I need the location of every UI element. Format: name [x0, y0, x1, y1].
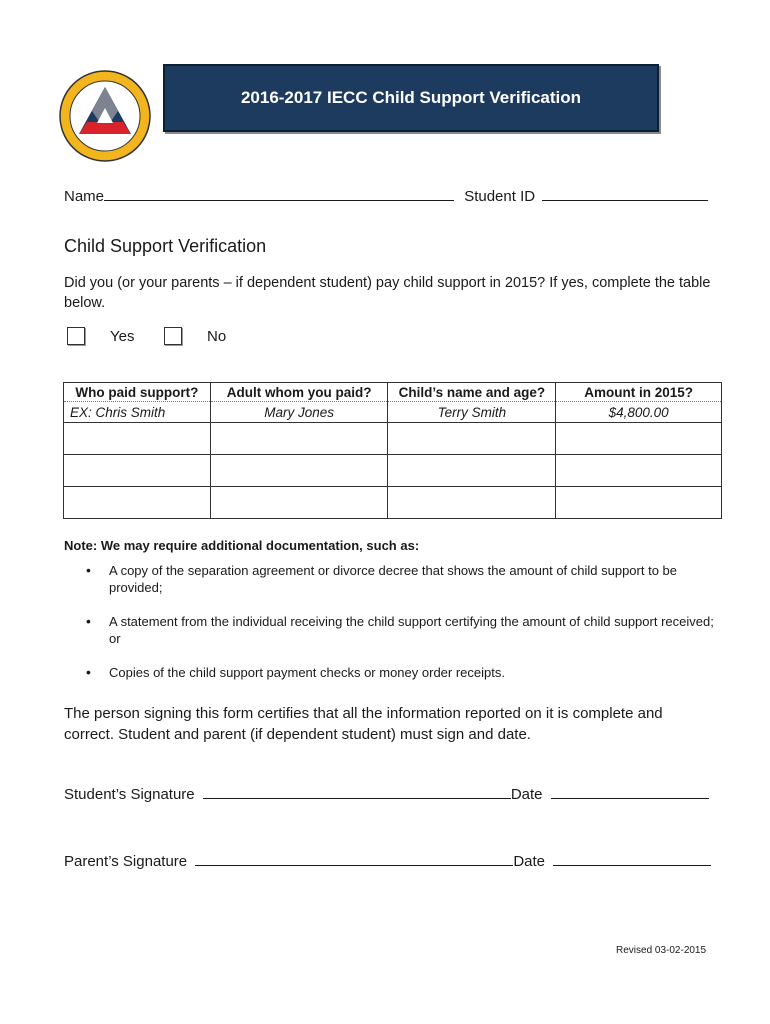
table-row — [64, 455, 722, 487]
name-label: Name — [64, 188, 105, 205]
student-id-label: Student ID — [464, 188, 536, 205]
table-cell[interactable] — [210, 487, 388, 519]
form-title: 2016-2017 IECC Child Support Verification — [240, 88, 582, 107]
no-label: No — [207, 327, 227, 345]
name-field[interactable] — [104, 186, 454, 201]
certification-text: The person signing this form certifies that all the information reported on it is complete and correct. Student and parent (if dependent student) must sign and date. — [64, 705, 663, 743]
student-signature-row — [64, 784, 709, 803]
list-item: • A copy of the separation agreement or divorce decree that shows the amount of child support to be provided; — [64, 562, 714, 596]
table-cell[interactable] — [388, 487, 556, 519]
table-cell[interactable] — [64, 487, 211, 519]
table-cell[interactable] — [556, 423, 722, 455]
example-adult-paid: Mary Jones — [210, 402, 388, 423]
student-date-label: Date — [510, 786, 543, 803]
table-cell[interactable] — [556, 487, 722, 519]
table-row — [64, 487, 722, 519]
iecc-logo — [57, 68, 153, 164]
student-signature-field[interactable] — [203, 784, 511, 799]
example-row — [64, 402, 722, 423]
note-heading: Note: We may require additional documentation, such as: — [64, 538, 420, 553]
table-cell[interactable] — [556, 455, 722, 487]
table-cell[interactable] — [210, 423, 388, 455]
header-child-name: Child’s name and age? — [388, 383, 556, 402]
student-id-field[interactable] — [542, 186, 708, 201]
table-cell[interactable] — [64, 423, 211, 455]
parent-date-field[interactable] — [553, 851, 711, 866]
table-cell[interactable] — [64, 455, 211, 487]
yes-checkbox[interactable] — [67, 327, 85, 345]
parent-signature-field[interactable] — [195, 851, 513, 866]
option-yes[interactable] — [67, 327, 134, 345]
table-cell[interactable] — [388, 423, 556, 455]
example-who-paid: EX: Chris Smith — [64, 402, 211, 423]
support-question: Did you (or your parents – if dependent student) pay child support in 2015? If yes, complete the table below. — [64, 275, 711, 311]
header-adult-paid: Adult whom you paid? — [210, 383, 388, 402]
list-item: • Copies of the child support payment checks or money order receipts. — [64, 664, 714, 681]
option-no[interactable] — [164, 327, 226, 345]
table-cell[interactable] — [210, 455, 388, 487]
table-row — [64, 423, 722, 455]
form-title-banner — [163, 64, 659, 132]
yes-label: Yes — [110, 327, 135, 345]
header-amount: Amount in 2015? — [556, 383, 722, 402]
name-row — [64, 186, 708, 205]
example-child-name: Terry Smith — [388, 402, 556, 423]
parent-signature-label: Parent’s Signature — [64, 853, 188, 870]
parent-date-label: Date — [513, 853, 545, 870]
example-amount: $4,800.00 — [556, 402, 722, 423]
section-title: Child Support Verification — [64, 236, 267, 256]
child-support-table — [63, 382, 722, 519]
student-signature-label: Student’s Signature — [64, 786, 195, 803]
student-date-field[interactable] — [551, 784, 709, 799]
list-item: • A statement from the individual receiving the child support certifying the amount of child support received; or — [64, 613, 714, 647]
parent-signature-row — [64, 851, 711, 870]
header-who-paid: Who paid support? — [64, 383, 211, 402]
table-cell[interactable] — [388, 455, 556, 487]
no-checkbox[interactable] — [164, 327, 182, 345]
documentation-list — [64, 562, 714, 698]
table-header-row — [64, 383, 722, 402]
revision-date: Revised 03-02-2015 — [616, 945, 707, 956]
